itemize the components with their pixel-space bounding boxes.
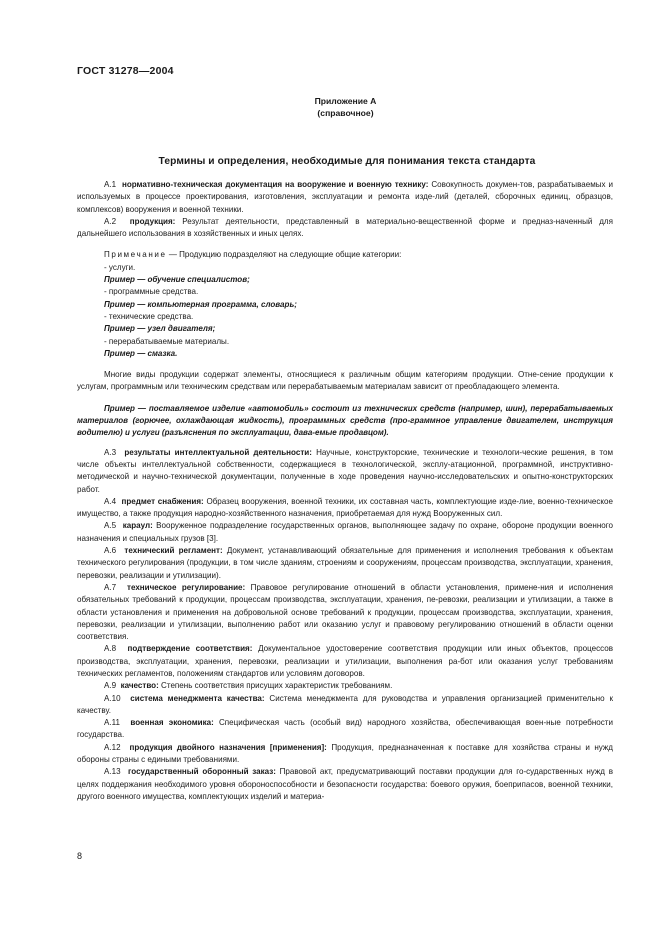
- term-number: А.5: [104, 521, 117, 531]
- term-definition: Научные, конструкторские, технические и технологи-ческие решения, в том числе объекты интеллектуальной собственности, содержащиеся в технологической, эксплу-атационной, программной, инструктивно-методической и научно-технической документации, полученные в ходе проведения научно-исследовательских и опытно-конструкторских работ.: [77, 447, 614, 494]
- term-a2: [77, 216, 613, 241]
- note-example: Пример — обучение специалистов;: [104, 275, 250, 285]
- term-definition: Правовое регулирование отношений в области установления, примене-ния и исполнения обязательных требований к продукции, процессам производства, эксплуатации, хранения, пе-ревозки, реализации и утилизации, а также в области установления и применения на добровольной основе требований к продукции, процессам производства, эксплуатации, хранения, перевозки, реализации и утилизации, выполнению работ или оказанию услуг и правовому регулированию отношений в области оценки соответствия.: [77, 582, 613, 642]
- note-item: - программные средства.: [104, 287, 199, 297]
- term-number: А.12: [104, 742, 121, 752]
- term-a12: [77, 742, 613, 767]
- note-text: — Продукцию подразделяют на следующие общие категории:: [168, 250, 402, 260]
- term-name: техническое регулирование:: [127, 582, 246, 592]
- annex-type: (справочное): [317, 108, 374, 118]
- term-a13: [77, 766, 613, 803]
- term-definition: Документ, устанавливающий обязательные для применения и исполнения требования к объектам технического регулирования (продукции, в том числе зданиям, строениям и сооружениям, процессам производства, эксплуатации, хранения, перевозки, реализации и утилизации).: [77, 546, 613, 580]
- term-definition: Образец вооружения, военной техники, их составная часть, комплектующие изде-лие, военно-техническое имущество, а также продукция народно-хозяйственного назначения, приобретаемая для нужд Вооруженных сил.: [77, 496, 613, 519]
- term-a1: [77, 179, 613, 216]
- note-example: Пример — смазка.: [104, 348, 178, 358]
- note-example: Пример — узел двигателя;: [104, 324, 216, 334]
- annex-heading: [0, 95, 661, 119]
- term-a3: [77, 447, 613, 496]
- term-number: А.13: [104, 767, 121, 777]
- term-a10: [77, 693, 613, 718]
- example-automobile: Пример — поставляемое изделие «автомобиль» состоит из технических средств (например, шин), перерабатываемых материалов (горючее, охлаждающая жидкость), программных средств (про-граммное управление двигателем, инструкция водителю) и услуги (разъяснения по эксплуатации, дава-емые продавцом).: [77, 403, 613, 438]
- term-definition: Вооруженное подразделение государственных органов, выполняющее задачу по охране, обороне продукции военного назначения и специальных грузов [3].: [77, 521, 613, 543]
- page-number: 8: [77, 851, 83, 861]
- term-number: А.1: [104, 180, 117, 189]
- term-name: продукция двойного назначения [применения]:: [129, 742, 327, 752]
- term-name: нормативно-техническая документация на вооружение и военную технику:: [121, 180, 429, 189]
- note-item: - перерабатываемые материалы.: [104, 336, 230, 346]
- term-name: продукция:: [129, 216, 176, 226]
- term-name: качество:: [120, 681, 159, 691]
- annex-label: Приложение А: [314, 96, 377, 106]
- term-definition: Правовой акт, предусматривающий поставки продукции для го-сударственных нужд в целях поддержания необходимого уровня обороноспособности и безопасности государства: боевого оружия, боеприпасов, военной техники, другого военного имущества, комплектующих изделий и материа-: [77, 767, 613, 801]
- term-definition: Результат деятельности, представленный в материально-вещественной форме и предназ-наченный для дальнейшего использования в хозяйственных и иных целях.: [77, 216, 613, 239]
- term-number: А.10: [104, 693, 121, 703]
- document-body: [77, 179, 613, 803]
- term-name: предмет снабжения:: [121, 496, 204, 506]
- term-number: А.11: [104, 718, 120, 728]
- document-code: ГОСТ 31278—2004: [77, 65, 174, 77]
- note-intro: [104, 249, 613, 261]
- term-a11: [77, 717, 613, 742]
- term-definition: Документальное удостоверение соответствия продукции или иных объектов, процессов производства, эксплуатации, хранения, перевозки, реализации и утилизации, выполнения ра-бот или оказания услуг требованиям технических регламентов, положениям стандартов или условиям договоров.: [77, 644, 613, 678]
- term-number: А.2: [104, 216, 117, 226]
- note-item: - технические средства.: [104, 311, 194, 321]
- section-title: Термины и определения, необходимые для понимания текста стандарта: [158, 156, 536, 167]
- term-number: А.8: [104, 644, 117, 654]
- term-definition: Специфическая часть (особый вид) народного хозяйства, обеспечивающая воен-ные потребности государства.: [77, 718, 613, 740]
- term-a8: [77, 643, 613, 680]
- term-a4: [77, 496, 613, 521]
- term-name: система менеджмента качества:: [130, 693, 265, 703]
- term-a5: [77, 520, 613, 545]
- term-a7: [77, 582, 613, 643]
- term-number: А.7: [104, 582, 117, 592]
- term-name: военная экономика:: [130, 718, 214, 728]
- note-example: Пример — компьютерная программа, словарь;: [104, 299, 297, 309]
- term-number: А.9: [104, 681, 117, 691]
- term-number: А.4: [104, 496, 117, 506]
- note-item: - услуги.: [104, 262, 136, 272]
- term-definition: Степень соответствия присущих характеристик требованиям.: [161, 681, 393, 691]
- note-label: Примечание: [104, 250, 167, 260]
- term-definition: Продукция, предназначенная к поставке для хозяйства страны и нужд обороны страны с едиными требованиями.: [77, 742, 613, 765]
- term-number: А.3: [104, 447, 117, 457]
- term-definition: Совокупность докумен-тов, разрабатываемых и используемых в процессе проектирования, изготовления, эксплуатации и ремонта изде-лий (деталей, сборочных единиц, образцов, комплексов) вооружения и военной техники.: [77, 180, 613, 214]
- term-number: А.6: [104, 546, 117, 556]
- term-name: технический регламент:: [124, 546, 223, 556]
- term-definition: Система менеджмента для руководства и управления организацией применительно к качеству.: [77, 693, 613, 715]
- term-name: государственный оборонный заказ:: [128, 767, 276, 777]
- term-name: подтверждение соответствия:: [127, 644, 253, 654]
- term-a6: [77, 545, 613, 582]
- term-name: караул:: [122, 521, 153, 531]
- term-a9: [77, 680, 613, 692]
- paragraph-many-types: Многие виды продукции содержат элементы, относящиеся к различным общим категориям продукции. Отне-сение продукции к услугам, программным или техническим средствам или перерабатываемым материалам зависит от преобладающего элемента.: [77, 370, 613, 392]
- term-name: результаты интеллектуальной деятельности:: [124, 447, 312, 457]
